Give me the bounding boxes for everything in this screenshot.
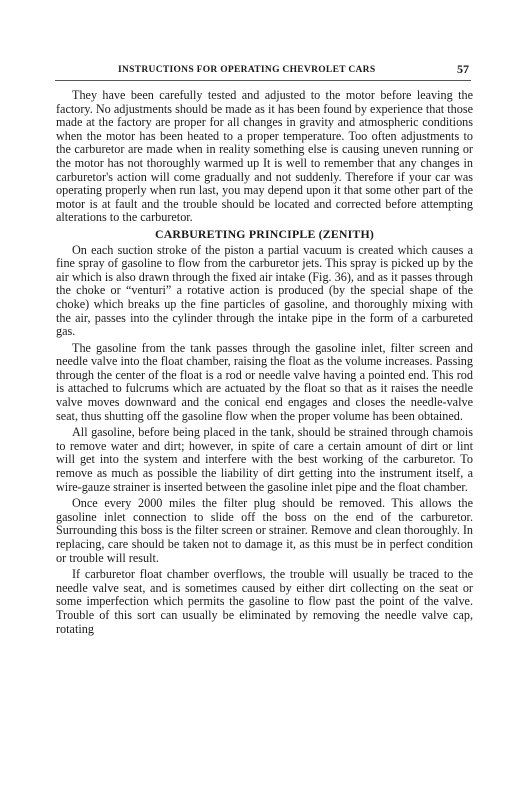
running-title: INSTRUCTIONS FOR OPERATING CHEVROLET CARS (118, 65, 376, 75)
header-rule (55, 80, 471, 81)
paragraph: If carburetor float chamber overflows, the trouble will usually be traced to the needle valve seat, and is sometimes caused by either dirt collecting on the seat or some imperfection which permits the gasoline to flow past the point of the valve. Trouble of this sort can usually be eliminated by removing the needle valve cap, rotating (56, 567, 473, 636)
paragraph: On each suction stroke of the piston a partial vacuum is created which causes a fine spray of gasoline to flow from the carburetor jets. This spray is picked up by the air which is also drawn through the fixed air intake (Fig. 36), and as it passes through the choke or “venturi” a rotative action is produced (by the special shape of the choke) which breaks up the fine particles of gasoline, and thoroughly mixing with the air, passes into the cylinder through the intake pipe in the form of a carbureted gas. (56, 242, 473, 339)
paragraph: They have been carefully tested and adjusted to the motor before leaving the factory. No adjustments should be made as it has been found by experience that those made at the factory are proper for all changes in gravity and atmospheric conditions when the motor has been heated to a proper temperature. Too often adjustments to the carburetor are made when in reality something else is causing uneven running or the motor has not thoroughly warmed up It is well to remember that any changes in carburetor's action will come gradually and not suddenly. Therefore if your car was operating properly when run last, you may depend upon it that some other part of the motor is at fault and the trouble should be located and corrected before attempting alterations to the carburetor. (56, 88, 473, 225)
running-header (55, 62, 471, 80)
paragraph: The gasoline from the tank passes through the gasoline inlet, filter screen and needle valve into the float chamber, raising the float as the volume increases. Passing through the center of the float is a rod or needle valve having a pointed end. This rod is attached to fulcrums which are actuated by the float so that as it raises the needle valve moves downward and the conical end engages and closes the needle-valve seat, thus shutting off the gasoline flow when the proper volume has been obtained. (56, 340, 473, 423)
paragraph: Once every 2000 miles the filter plug should be removed. This allows the gasoline inlet connection to slide off the boss on the end of the carburetor. Surrounding this boss is the filter screen or strainer. Remove and clean thoroughly. In replacing, care should be taken not to damage it, as this must be in perfect condition or trouble will result. (56, 496, 473, 565)
body-text (56, 89, 473, 639)
paragraph: All gasoline, before being placed in the tank, should be strained through chamois to remove water and dirt; however, in spite of care a certain amount of dirt or lint will get into the system and interfere with the best working of the carburetor. To remove as much as possible the liability of dirt getting into the instrument itself, a wire-gauze strainer is inserted between the gasoline inlet pipe and the float chamber. (56, 425, 473, 494)
section-heading: CARBURETING PRINCIPLE (ZENITH) (154, 226, 375, 241)
page-number: 57 (457, 62, 469, 76)
